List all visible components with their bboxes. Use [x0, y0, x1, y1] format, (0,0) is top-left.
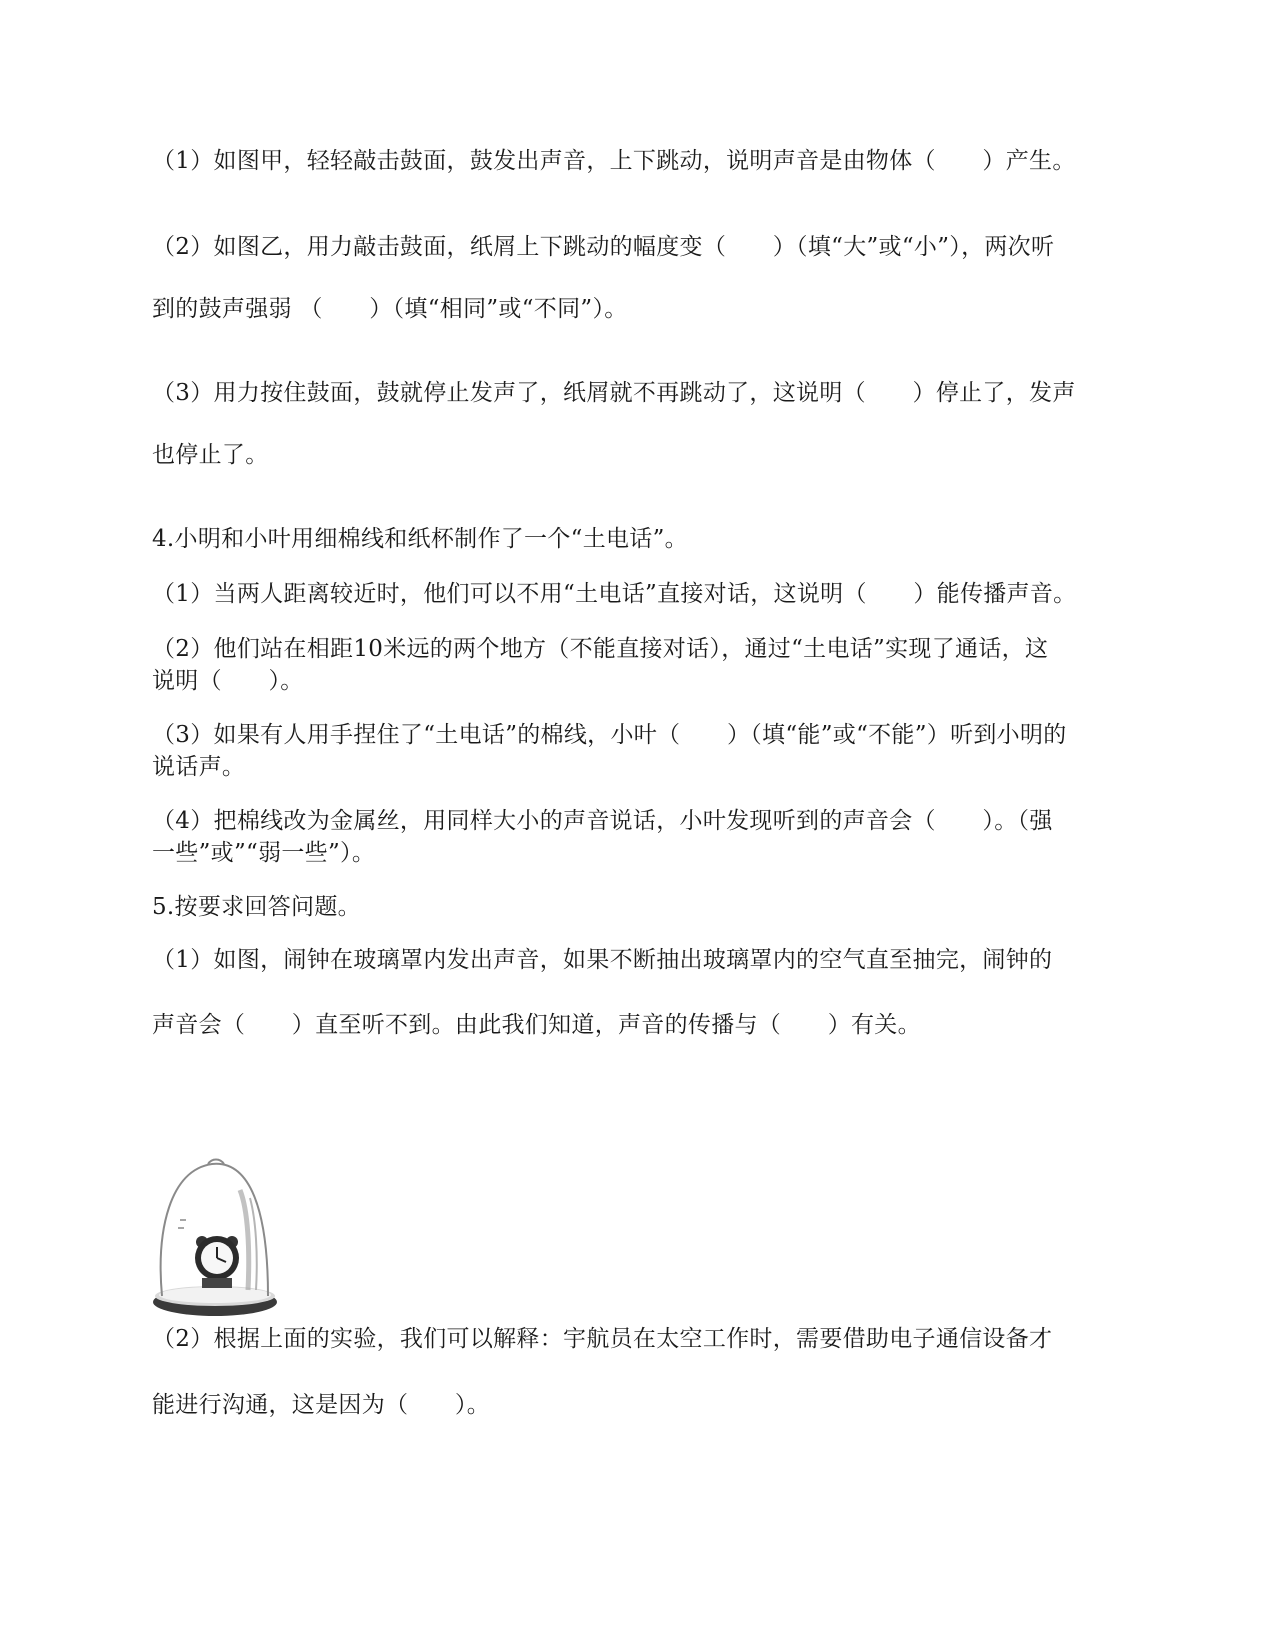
question-3-part-1: （1）如图甲，轻轻敲击鼓面，鼓发出声音，上下跳动，说明声音是由物体（ ）产生。: [152, 148, 1076, 174]
question-4-part-1: （1）当两人距离较近时，他们可以不用“土电话”直接对话，这说明（ ）能传播声音。: [152, 581, 1077, 607]
question-3-part-2-line-1: （2）如图乙，用力敲击鼓面，纸屑上下跳动的幅度变（ ）（填“大”或“小”），两次听: [152, 234, 1055, 260]
question-4-part-3-line-1: （3）如果有人用手捏住了“土电话”的棉线，小叶（ ）（填“能”或“不能”）听到小明的: [152, 722, 1067, 748]
bell-jar-illustration: [150, 1150, 290, 1330]
question-4-title: 4.小明和小叶用细棉线和纸杯制作了一个“土电话”。: [152, 526, 688, 552]
question-5-title: 5.按要求回答问题。: [152, 894, 361, 920]
question-5-part-1-line-1: （1）如图，闹钟在玻璃罩内发出声音，如果不断抽出玻璃罩内的空气直至抽完，闹钟的: [152, 947, 1053, 973]
question-4-part-4-line-1: （4）把棉线改为金属丝，用同样大小的声音说话，小叶发现听到的声音会（ ）。（强: [152, 808, 1053, 834]
question-5-part-2-line-1: （2）根据上面的实验，我们可以解释：宇航员在太空工作时，需要借助电子通信设备才: [152, 1326, 1053, 1352]
question-4-part-4-line-2: 一些”或”“弱一些”）。: [152, 840, 376, 866]
question-4-part-3-line-2: 说话声。: [152, 754, 246, 780]
question-4-part-2-line-2: 说明（ ）。: [152, 668, 304, 694]
question-3-part-2-line-2: 到的鼓声强弱 （ ）（填“相同”或“不同”）。: [152, 296, 628, 322]
question-3-part-3-line-2: 也停止了。: [152, 442, 269, 468]
alarm-clock-in-bell-jar-icon: [150, 1150, 290, 1330]
question-5-part-2-line-2: 能进行沟通，这是因为（ ）。: [152, 1392, 490, 1418]
question-3-part-3-line-1: （3）用力按住鼓面，鼓就停止发声了，纸屑就不再跳动了，这说明（ ）停止了，发声: [152, 380, 1076, 406]
question-4-part-2-line-1: （2）他们站在相距10米远的两个地方（不能直接对话），通过“土电话”实现了通话，这: [152, 636, 1049, 662]
question-5-part-1-line-2: 声音会（ ）直至听不到。由此我们知道，声音的传播与（ ）有关。: [152, 1012, 921, 1038]
